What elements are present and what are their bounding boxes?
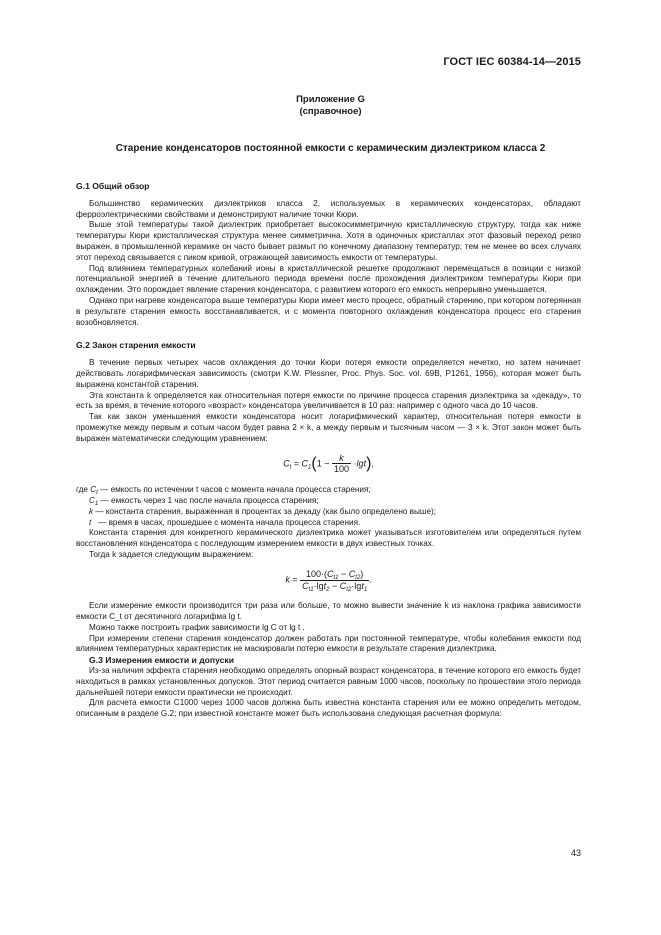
aging-constant-formula: k = $\frac{100\cdot(C_{t1} - C_{t2})}{C_{t1}\cdot\lg t_2 - C_{t2}\cdot\lg t_1}$ .: [285, 568, 372, 593]
standard-header: ГОСТ IEC 60384-14—2015: [443, 56, 581, 68]
symbol-definitions: [76, 485, 581, 528]
g2-paragraph-3: Так как закон уменьшения емкости конденсатора носит логарифмический характер, относительная потеря емкости в промежутке между первым и сотым часом будет равна 2 × k, а между первым и тысячным часом — 3 × k. Этот закон может быть выражен математически следующим уравнением:: [76, 412, 581, 443]
g3-paragraph-1: Из-за наличия эффекта старения необходимо определять опорный возраст конденсатора, в течение которого его емкость будет находиться в рамках установленных допусков. Этот период считается равным 1000 часов, поскольку по прошествии этого периода дальнейшей потери емкости практически не происходит.: [76, 666, 581, 697]
g1-paragraph-2: Выше этой температуры такой диэлектрик приобретает высокосимметричную кристаллическую структуру, тогда как ниже температуры Кюри кристаллическая структура менее симметрична. Хотя в одиночных кристаллах этот фазовый переход резко выражен, в промышленной керамике он часто бывает размыт по конечному диапазону температур; тем не менее во всех случаях этот переход связывается с пиком кривой, отражающей зависимость емкости от температуры.: [76, 220, 581, 262]
annex-title: Приложение G: [296, 94, 365, 105]
definition-ct: где $C_t$ — емкость по истечении t часов с момента начала процесса старения;: [76, 485, 371, 497]
g2-paragraph-7: Можно также построить график зависимости lg C от lg t .: [89, 622, 305, 632]
annex-type: (справочное): [299, 106, 362, 117]
annex-heading: [0, 94, 661, 118]
main-content: [76, 181, 581, 720]
page-number: 43: [570, 848, 581, 858]
g2-paragraph-5: Тогда k задается следующим выражением:: [89, 549, 254, 559]
g2-paragraph-8: При измерении степени старения конденсатор должен работать при постоянной температуре, чтобы колебания емкости под влиянием температурных характеристик не маскировали потерю емкости в результате старения диэлектрика.: [76, 633, 581, 654]
g3-paragraph-2: Для расчета емкости C1000 через 1000 часов должна быть известна константа старения или ее можно определить методом, описанным в разделе G.2; при известной константе может быть использована следующая расчетная формула:: [76, 698, 581, 719]
g2-paragraph-1: В течение первых четырех часов охлаждения до точки Кюри потеря емкости определяется нечетко, но затем начинает действовать логарифмическая зависимость (смотри K.W. Plessner, Proc. Phys. Soc. vol. 69B, P1261, 1956), которая может быть выражена константой старения.: [76, 358, 581, 389]
document-title: Старение конденсаторов постоянной емкости с керамическим диэлектриком класса 2: [115, 143, 546, 154]
g2-paragraph-6: Если измерение емкости производится три раза или больше, то можно вывести значение k из наклона графика зависимости емкости C_t от десятичного логарифма lg t.: [76, 601, 581, 622]
g1-paragraph-3: Под влиянием температурных колебаний ионы в кристаллической решетке продолжают перемещаться в позиции с низкой потенциальной энергией в течение длительного периода времени после прохождения диэлектриком температуры Кюри при охлаждении. Это порождает явление старения конденсатора, с развитием которого его емкость непрерывно уменьшается.: [76, 263, 581, 295]
definition-t: t — время в часах, прошедшее с момента начала процесса старения.: [89, 517, 361, 527]
definition-c1: $C_1$ — емкость через 1 час после начала процесса старения;: [89, 495, 319, 507]
section-heading-g3: G.3 Измерения емкости и допуски: [89, 655, 235, 666]
section-heading-g1: G.1 Общий обзор: [76, 181, 150, 191]
g1-paragraph-1: Большинство керамических диэлектриков класса 2, используемых в керамических конденсаторах, обладают ферроэлектрическими свойствами и демонстрируют наличие точки Кюри.: [76, 198, 581, 219]
g1-paragraph-4: Однако при нагреве конденсатора выше температуры Кюри имеет место процесс, обратный старению, при котором потерянная в результате старения емкость восстанавливается, и с момента повторного охлаждения конденсатора процесс его старения возобновляется.: [76, 295, 581, 327]
section-heading-g2: G.2 Закон старения емкости: [76, 340, 196, 351]
g2-paragraph-4: Константа старения для конкретного керамического диэлектрика может указываться изготовителем или определяться путем восстановления конденсатора с последующим измерением емкости в двух известных точках.: [76, 528, 581, 549]
definition-k: k — константа старения, выраженная в процентах за декаду (как было определено выше);: [89, 506, 437, 516]
g2-paragraph-2: Эта константа k определяется как относительная потеря емкости по причине процесса старения диэлектрика за «декаду», то есть за время, в течение которого «возраст» конденсатора увеличивается в 10 раз: например с одного часа до 10 часов.: [76, 390, 581, 411]
aging-law-formula: $C_t = C_1(1$ − $\frac{k}{100}$ ·lgt),: [283, 452, 374, 475]
